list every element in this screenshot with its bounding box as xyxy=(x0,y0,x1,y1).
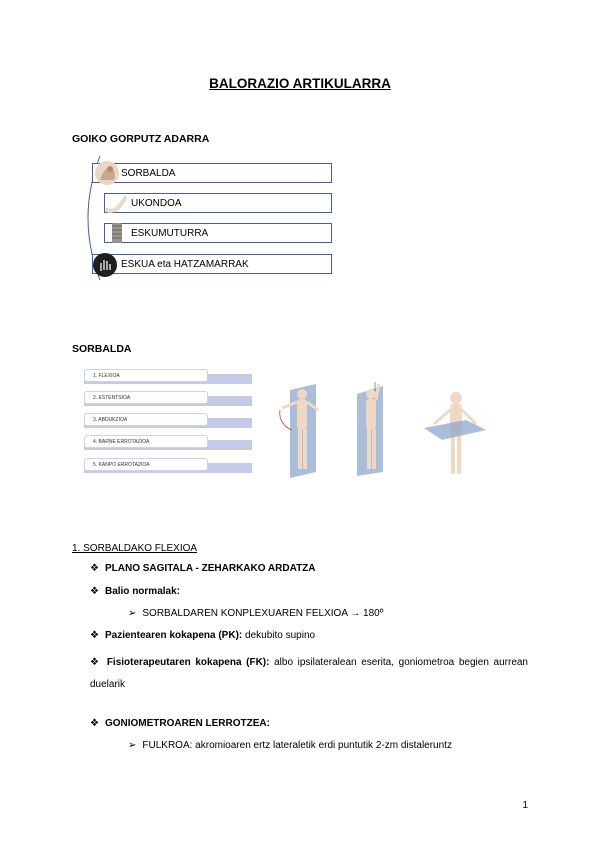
list-item xyxy=(92,254,332,274)
list-item-label: ESKUA eta HATZAMARRAK xyxy=(121,259,249,270)
physio-label: Fisioterapeutaren kokapena (FK): xyxy=(106,657,270,668)
list-item-label: UKONDOA xyxy=(131,198,182,209)
fulcrum-text: FULKROA: akromioaren ertz lateraletik erdi puntutik 2-zm distaleruntz xyxy=(142,740,452,751)
movement-label: 1. FLEXIOA xyxy=(84,369,208,382)
wrist-icon xyxy=(104,220,130,246)
movement-label: 5. KANPO ERROTAZIOA xyxy=(84,458,208,471)
list-item-label: ESKUMUTURRA xyxy=(131,228,209,239)
shoulder-heading: SORBALDA xyxy=(72,343,132,355)
normal-values-label: Balio normalak: xyxy=(104,586,180,597)
list-item-label: SORBALDA xyxy=(121,168,176,179)
frontal-plane-figure xyxy=(345,380,395,480)
shoulder-icon xyxy=(94,160,120,186)
movement-item xyxy=(84,369,252,384)
diamond-bullet-icon: ❖ xyxy=(90,718,99,729)
bullet-normal-values xyxy=(90,586,180,597)
upper-limb-heading: GOIKO GORPUTZ ADARRA xyxy=(72,133,210,145)
plane-text: PLANO SAGITALA - ZEHARKAKO ARDATZA xyxy=(104,563,316,574)
movement-label: 2. ESTENTSIOA xyxy=(84,391,208,404)
bullet-plane xyxy=(90,563,316,574)
page-title: BALORAZIO ARTIKULARRA xyxy=(209,76,391,91)
sagittal-plane-figure xyxy=(270,380,330,480)
diamond-bullet-icon: ❖ xyxy=(90,657,101,668)
arrow-bullet-icon: ➢ xyxy=(128,740,137,751)
movement-item xyxy=(84,413,252,428)
transverse-plane-figure xyxy=(420,388,490,480)
diamond-bullet-icon: ❖ xyxy=(90,630,99,641)
flexion-heading: 1. SORBALDAKO FLEXIOA xyxy=(72,543,198,554)
patient-label: Pazientearen kokapena (PK): xyxy=(104,630,243,641)
list-item xyxy=(104,223,332,243)
elbow-icon xyxy=(103,190,129,216)
normal-value-text: SORBALDAREN KONPLEXUAREN FELXIOA → 180º xyxy=(142,608,384,619)
list-item xyxy=(104,193,332,213)
movement-label: 3. ABDUKZIOA xyxy=(84,413,208,426)
movement-item xyxy=(84,435,252,450)
list-item xyxy=(92,163,332,183)
arrow-bullet-icon: ➢ xyxy=(128,608,137,619)
physio-value: albo ipsilateralean eserita, goniometroa begien aurrean duelarik xyxy=(90,657,528,690)
movement-item xyxy=(84,391,252,406)
page-number: 1 xyxy=(522,800,528,811)
sub-bullet-fulcrum xyxy=(128,740,452,751)
movement-label: 4. BARNE ERROTAZIOA xyxy=(84,435,208,448)
movement-item xyxy=(84,458,252,473)
bullet-physio-position xyxy=(90,652,528,696)
sub-bullet-normal-value xyxy=(128,608,383,619)
bullet-patient-position xyxy=(90,630,315,641)
patient-value: dekubito supino xyxy=(242,630,316,641)
diamond-bullet-icon: ❖ xyxy=(90,586,99,597)
hand-icon xyxy=(92,252,118,278)
diamond-bullet-icon: ❖ xyxy=(90,563,99,574)
bullet-alignment xyxy=(90,718,270,729)
alignment-label: GONIOMETROAREN LERROTZEA: xyxy=(104,718,270,729)
